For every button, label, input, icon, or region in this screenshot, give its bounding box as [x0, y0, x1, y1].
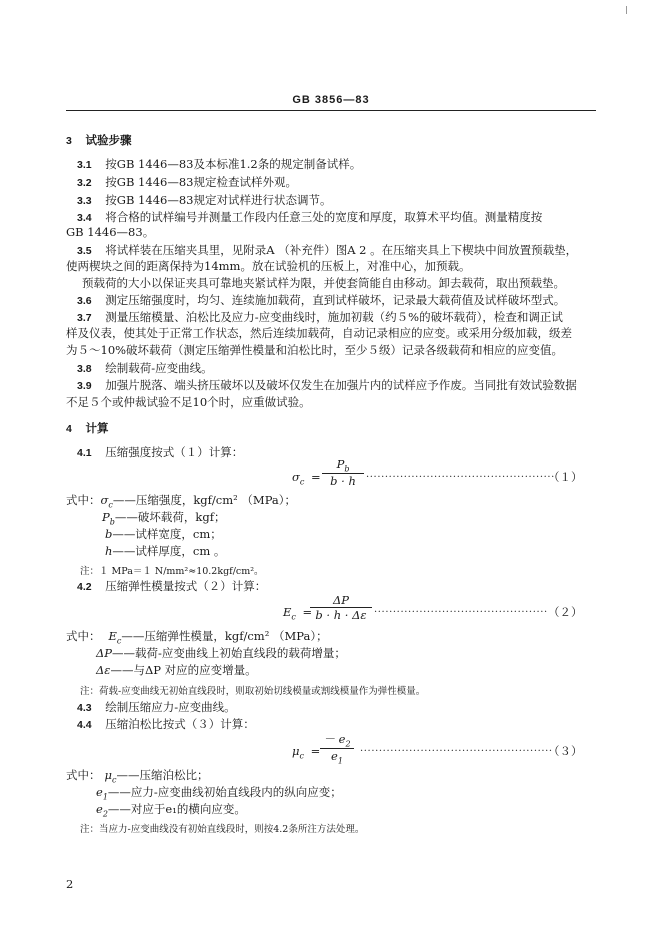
item-3-5: 3.5 将试样装在压缩夹具里，见附录A （补充件）图A 2 。在压缩夹具上下楔块中间放置预载垫， — [77, 243, 578, 257]
eq3-leader-dots: ··················································· — [360, 746, 553, 757]
page-number: 2 — [66, 877, 74, 891]
eq1-leader-dots: ·················································· — [366, 472, 555, 483]
item-4-3: 4.3 绘制压缩应力-应变曲线。 — [77, 700, 236, 714]
eq3-fraction — [320, 731, 354, 766]
where3-row2: $e_1——$应力-应变曲线初始直线段内的纵向应变； — [96, 785, 342, 802]
where2-row3: Δε——与ΔP 对应的应变增量。 — [96, 663, 257, 677]
where3-row3: $e_2——$对应于e₁的横向应变。 — [96, 802, 246, 819]
page-header: GB 3856—83 — [292, 94, 370, 106]
where2-row2: ΔP——载荷-应变曲线上初始直线段的载荷增量； — [96, 646, 346, 660]
eq2-fraction — [310, 593, 372, 622]
item-3-5-cont: 使两楔块之间的距离保持为14mm。放在试验机的压板上，对准中心，加预载。 — [66, 259, 471, 273]
eq2-leader-dots: ·············································· — [374, 607, 548, 618]
item-3-9: 3.9 加强片脱落、端头挤压破坏以及破坏仅发生在加强片内的试样应予作废。当同批有效试验数据 — [77, 378, 577, 392]
eq3-denominator: $e_1$ — [331, 749, 343, 766]
eq1-tag: （１） — [548, 470, 583, 484]
eq2-numerator: ΔP — [332, 593, 350, 607]
where1-row4: h——试样厚度，cm 。 — [105, 544, 226, 558]
note-3: 注：当应力-应变曲线没有初始直线段时，则按4.2条所注方法处理。 — [80, 824, 365, 835]
eq3-tag: （３） — [548, 744, 583, 758]
item-4-4: 4.4 压缩泊松比按式（３）计算： — [77, 717, 255, 731]
section-4-heading: 4 计算 — [66, 421, 109, 435]
item-3-8: 3.8 绘制载荷-应变曲线。 — [77, 361, 213, 375]
note-1: 注：１ MPa＝１ N/mm²≈10.2kgf/cm²。 — [80, 566, 264, 577]
eq1-numerator: $P_b$ — [336, 457, 350, 474]
eq3-lhs: $\mu_c$ = — [292, 744, 321, 761]
item-3-9-cont: 不足５个或仲裁试验不足10个时，应重做试验。 — [66, 395, 311, 409]
eq1-lhs: $\sigma_c$ = — [292, 470, 321, 487]
eq1-fraction — [322, 457, 364, 488]
header-rule — [66, 110, 596, 111]
where1-row1: 式中：$\sigma_c——$压缩强度，kgf/cm² （MPa）； — [66, 493, 297, 510]
note-2: 注：荷载-应变曲线无初始直线段时，则取初始切线模量或割线模量作为弹性模量。 — [80, 686, 426, 697]
item-3-7-cont2: 为５～10%破坏载荷（测定压缩弹性模量和泊松比时，至少５级）记录各级载荷和相应的应变值。 — [66, 343, 564, 357]
eq3-numerator: － $e_2$ — [323, 732, 351, 749]
where1-row2: $P_b——$破坏载荷，kgf； — [102, 510, 226, 527]
item-3-7: 3.7 测量压缩模量、泊松比及应力-应变曲线时，施加初载（约５%的破坏载荷），检查和调正试 — [77, 310, 563, 324]
scan-mark — [626, 6, 627, 14]
item-3-5-cont2: 预载荷的大小以保证夹具可靠地夹紧试样为限，并使套筒能自由移动。卸去载荷，取出预载垫。 — [82, 276, 565, 290]
item-3-7-cont: 样及仪表，使其处于正常工作状态，然后连续加载荷，自动记录相应的应变。或采用分级加载，级差 — [66, 326, 572, 340]
item-3-6: 3.6 测定压缩强度时，均匀、连续施加载荷，直到试样破坏，记录最大载荷值及试样破坏型式。 — [77, 293, 566, 307]
where1-row3: b——试样宽度，cm； — [105, 527, 222, 541]
item-4-2: 4.2 压缩弹性模量按式（２）计算： — [77, 579, 267, 593]
section-3-heading: 3 试验步骤 — [66, 133, 132, 147]
where2-row1: 式中： $E_c——$压缩弹性模量，kgf/cm² （MPa）； — [66, 629, 328, 646]
item-4-1: 4.1 压缩强度按式（１）计算： — [77, 445, 244, 459]
eq2-tag: （２） — [548, 605, 583, 619]
eq2-denominator: b · h · Δε — [315, 608, 367, 622]
where3-row1: 式中： $\mu_c——$压缩泊松比； — [66, 768, 209, 785]
eq2-lhs: $E_c$ = — [283, 605, 313, 622]
item-3-3: 3.3 按GB 1446—83规定对试样进行状态调节。 — [77, 193, 332, 207]
item-3-1: 3.1 按GB 1446—83及本标准1.2条的规定制备试样。 — [77, 157, 362, 171]
item-3-2: 3.2 按GB 1446—83规定检查试样外观。 — [77, 175, 297, 189]
item-3-4-cont: GB 1446—83。 — [66, 225, 155, 239]
item-3-4: 3.4 将合格的试样编号并测量工作段内任意三处的宽度和厚度，取算术平均值。测量精度按 — [77, 210, 543, 224]
eq1-denominator: b · h — [330, 474, 356, 489]
